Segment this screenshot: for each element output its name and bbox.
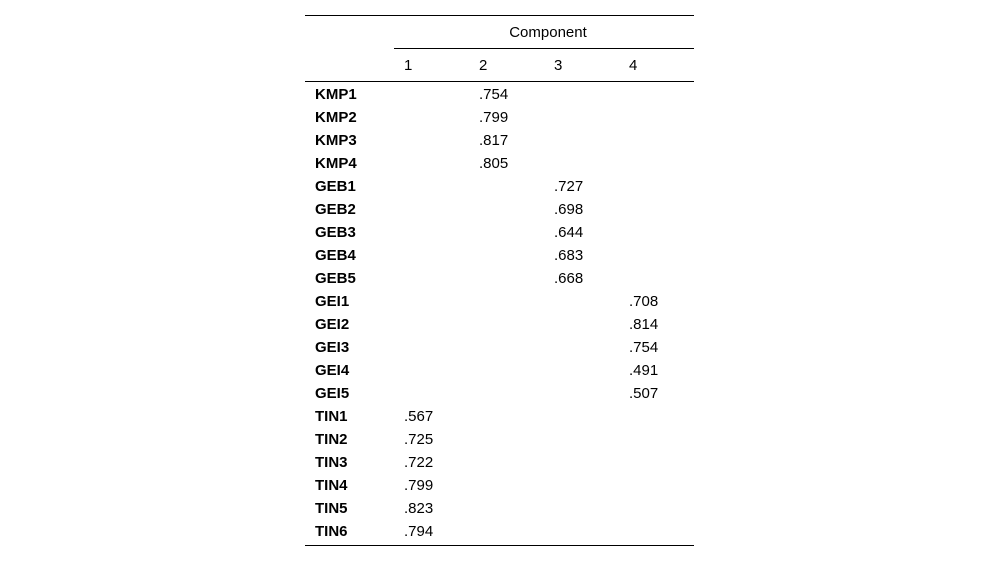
loading-cell [394, 129, 469, 152]
table-row [305, 175, 694, 198]
loading-cell: .567 [404, 408, 434, 425]
group-header-row [305, 16, 694, 49]
table-header [305, 16, 694, 82]
row-label: GEI5 [315, 385, 350, 402]
table-row [305, 474, 694, 497]
table-row [305, 221, 694, 244]
row-label: TIN3 [315, 454, 348, 471]
table-row [305, 497, 694, 520]
table-row [305, 129, 694, 152]
row-label: TIN5 [315, 500, 348, 517]
loading-cell [469, 451, 544, 474]
loading-cell [619, 175, 694, 198]
loading-cell [619, 244, 694, 267]
loading-cell [394, 359, 469, 382]
loading-cell [544, 382, 619, 405]
loading-cell [469, 244, 544, 267]
loading-cell [394, 313, 469, 336]
table-row [305, 336, 694, 359]
loading-cell [544, 520, 619, 546]
row-label: TIN2 [315, 431, 348, 448]
loading-cell: .799 [404, 477, 434, 494]
row-label: GEB1 [315, 178, 356, 195]
header-corner-lower [305, 49, 394, 82]
row-label: GEI4 [315, 362, 350, 379]
loading-cell [394, 175, 469, 198]
loading-cell [394, 267, 469, 290]
loading-cell [394, 382, 469, 405]
loading-cell: .683 [554, 247, 584, 264]
loading-cell: .698 [554, 201, 584, 218]
table-row [305, 198, 694, 221]
table-row [305, 428, 694, 451]
component-matrix-table-wrap [305, 15, 694, 546]
row-label: KMP3 [315, 132, 357, 149]
loading-cell [469, 290, 544, 313]
loading-cell [394, 290, 469, 313]
row-label: KMP2 [315, 109, 357, 126]
loading-cell [619, 129, 694, 152]
loading-cell [619, 405, 694, 428]
loading-cell [394, 82, 469, 107]
loading-cell: .644 [554, 224, 584, 241]
row-label: GEI1 [315, 293, 350, 310]
loading-cell [619, 497, 694, 520]
table-row [305, 382, 694, 405]
component-group-header: Component [394, 16, 694, 49]
row-label: GEB5 [315, 270, 356, 287]
table-row [305, 313, 694, 336]
loading-cell [544, 451, 619, 474]
header-corner [305, 16, 394, 49]
loading-cell [469, 405, 544, 428]
table-row [305, 451, 694, 474]
loading-cell: .794 [394, 520, 469, 546]
table-row [305, 405, 694, 428]
column-header: 3 [544, 49, 619, 82]
table-row [305, 82, 694, 107]
loading-cell: .799 [479, 109, 509, 126]
loading-cell [394, 244, 469, 267]
column-header: 1 [394, 49, 469, 82]
loading-cell [544, 313, 619, 336]
loading-cell [469, 313, 544, 336]
loading-cell [544, 428, 619, 451]
loading-cell [394, 152, 469, 175]
row-label: GEI2 [315, 316, 350, 333]
component-matrix-table [305, 15, 694, 546]
loading-cell: .668 [554, 270, 584, 287]
row-label: KMP1 [315, 86, 357, 103]
loading-cell [469, 382, 544, 405]
loading-cell [394, 336, 469, 359]
loading-cell [469, 221, 544, 244]
row-label: GEB2 [315, 201, 356, 218]
row-label: GEB3 [315, 224, 356, 241]
row-label: TIN1 [315, 408, 348, 425]
loading-cell: .722 [404, 454, 434, 471]
loading-cell: .754 [629, 339, 659, 356]
column-header: 2 [469, 49, 544, 82]
loading-cell [544, 152, 619, 175]
loading-cell [619, 520, 694, 546]
loading-cell [619, 428, 694, 451]
loading-cell: .727 [554, 178, 584, 195]
loading-cell [544, 106, 619, 129]
loading-cell [469, 359, 544, 382]
loading-cell [544, 405, 619, 428]
row-label: TIN6 [305, 520, 394, 546]
loading-cell [619, 198, 694, 221]
row-label: GEB4 [315, 247, 356, 264]
loading-cell: .754 [479, 86, 509, 103]
table-row [305, 359, 694, 382]
loading-cell [544, 290, 619, 313]
loading-cell [544, 474, 619, 497]
loading-cell [619, 267, 694, 290]
row-label: GEI3 [315, 339, 350, 356]
loading-cell [619, 106, 694, 129]
column-header: 4 [619, 49, 694, 82]
loading-cell [544, 336, 619, 359]
loading-cell [469, 336, 544, 359]
loading-cell [394, 106, 469, 129]
loading-cell [544, 129, 619, 152]
loading-cell [619, 221, 694, 244]
loading-cell: .708 [629, 293, 659, 310]
loading-cell: .823 [404, 500, 434, 517]
loading-cell [544, 497, 619, 520]
loading-cell [469, 267, 544, 290]
column-number-row [305, 49, 694, 82]
row-label: TIN4 [315, 477, 348, 494]
table-row [305, 106, 694, 129]
table-body [305, 82, 694, 546]
row-label: KMP4 [315, 155, 357, 172]
table-row [305, 520, 694, 546]
loading-cell [394, 221, 469, 244]
loading-cell [469, 428, 544, 451]
loading-cell [619, 152, 694, 175]
loading-cell: .725 [404, 431, 434, 448]
loading-cell: .814 [629, 316, 659, 333]
table-row [305, 152, 694, 175]
loading-cell: .805 [479, 155, 509, 172]
table-row [305, 267, 694, 290]
table-row [305, 290, 694, 313]
loading-cell [469, 497, 544, 520]
loading-cell [619, 474, 694, 497]
loading-cell [544, 359, 619, 382]
loading-cell [469, 175, 544, 198]
loading-cell [619, 82, 694, 107]
loading-cell [469, 198, 544, 221]
loading-cell [469, 474, 544, 497]
loading-cell: .817 [479, 132, 509, 149]
loading-cell: .507 [629, 385, 659, 402]
table-row [305, 244, 694, 267]
loading-cell [544, 82, 619, 107]
loading-cell [394, 198, 469, 221]
loading-cell [619, 451, 694, 474]
loading-cell [469, 520, 544, 546]
loading-cell: .491 [629, 362, 659, 379]
